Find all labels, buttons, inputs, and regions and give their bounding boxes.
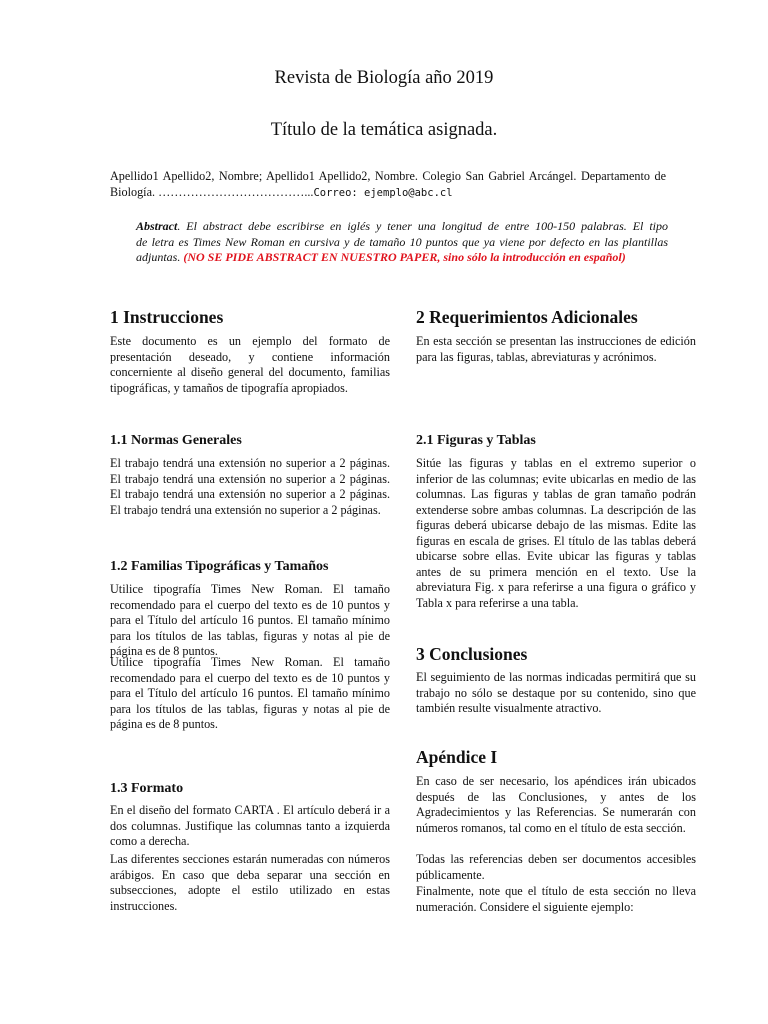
section-heading-familias-tipograficas: 1.2 Familias Tipográficas y Tamaños [110,559,329,574]
author-names: Apellido1 Apellido2, Nombre; Apellido1 Apellido2, Nombre. Colegio San Gabriel Arcángel. Departamento de Biología. ………………………………... [110,169,666,199]
paragraph-apendice-1: En caso de ser necesario, los apéndices irán ubicados después de las Conclusiones, y antes de los Agradecimientos y las Referencias. Se numerarán con números romanos, tal como en el título de esta sección. [416,774,696,835]
section-heading-figuras-tablas: 2.1 Figuras y Tablas [416,433,536,448]
paragraph-conclusiones: El seguimiento de las normas indicadas permitirá que su trabajo no sólo se destaque por su contenido, sino que también resulte visualmente atractivo. [416,670,696,715]
section-heading-normas-generales: 1.1 Normas Generales [110,433,242,448]
article-title: Título de la temática asignada. [270,120,498,140]
paragraph-normas-generales: El trabajo tendrá una extensión no superior a 2 páginas. El trabajo tendrá una extensión no superior a 2 páginas. El trabajo tendrá una extensión no superior a 2 páginas. El trabajo tendrá una extensión no superior a 2 páginas. [110,456,390,517]
paragraph-formato-2: Las diferentes secciones estarán numeradas con números arábigos. En caso que deba separar una sección en subsecciones, adopte el estilo utilizado en estas instrucciones. [110,852,390,913]
paragraph-figuras-tablas: Sitúe las figuras y tablas en el extremo superior o inferior de las columnas; evite ubicarlas en medio de las columnas. Las figuras y tablas de gran tamaño podrán extenderse sobre ambas columnas. La descripción de las figuras deberá ubicarse debajo de las mismas. Edite las figuras en escala de grises. El título de las tablas deberá ubicarse sobre ellas. Evite ubicar las figuras y tablas antes de su primera mención en el texto. Use la abreviatura Fig. x para referirse a una figura o gráfico y Tabla x para referirse a una tabla. [416,456,696,610]
abstract-text-line1: . El abstract debe escribirse en iglés y tener una longitud de entre 100-150 palabras. El tipo [177,219,668,233]
abstract-note: (NO SE PIDE ABSTRACT EN NUESTRO PAPER, sino sólo la introducción en español) [183,250,626,264]
section-heading-requerimientos: 2 Requerimientos Adicionales [416,307,638,327]
section-heading-formato: 1.3 Formato [110,781,184,796]
left-column [110,306,390,913]
paragraph-familias-2: Utilice tipografía Times New Roman. El tamaño recomendado para el cuerpo del texto es de 10 puntos y para el Título del artículo 16 puntos. El tamaño mínimo para los títulos de las tablas, figuras y notas al pie de página es de 8 puntos. [110,655,390,731]
section-heading-apendice: Apéndice I [416,747,498,767]
paragraph-instrucciones: Este documento es un ejemplo del formato de presentación deseado, y contiene información concerniente al diseño general del documento, familias tipográficas, y tamaños de tipografía apropiados. [110,334,390,395]
paragraph-formato-1: En el diseño del formato CARTA . El artículo deberá ir a dos columnas. Justifique las columnas tanto a izquierda como a derecha. [110,803,390,848]
paragraph-apendice-3: Finalmente, note que el título de esta sección no lleva numeración. Considere el siguiente ejemplo: [416,884,696,914]
abstract-first-line [136,219,668,235]
abstract-label: Abstract [136,219,178,233]
paragraph-requerimientos: En esta sección se presentan las instrucciones de edición para las figuras, tablas, abreviaturas y acrónimos. [416,334,696,364]
paragraph-apendice-2: Todas las referencias deben ser documentos accesibles públicamente. [416,852,696,882]
abstract-text: de letra es Times New Roman en cursiva y de tamaño 10 puntos que ya viene por defecto en las plantillas adjuntas. [136,234,668,264]
section-heading-conclusiones: 3 Conclusiones [416,644,528,664]
author-line [110,168,666,201]
journal-name: Revista de Biología año 2019 [274,68,494,88]
section-heading-instrucciones: 1 Instrucciones [110,307,224,327]
paragraph-familias-1: Utilice tipografía Times New Roman. El tamaño recomendado para el cuerpo del texto es de 10 puntos y para el Título del artículo 16 puntos. El tamaño mínimo para los títulos de las tablas, figuras y notas al pie de página es de 8 puntos. [110,582,390,658]
abstract-block [136,219,668,266]
right-column [416,306,696,914]
author-email: Correo: ejemplo@abc.cl [313,187,453,199]
